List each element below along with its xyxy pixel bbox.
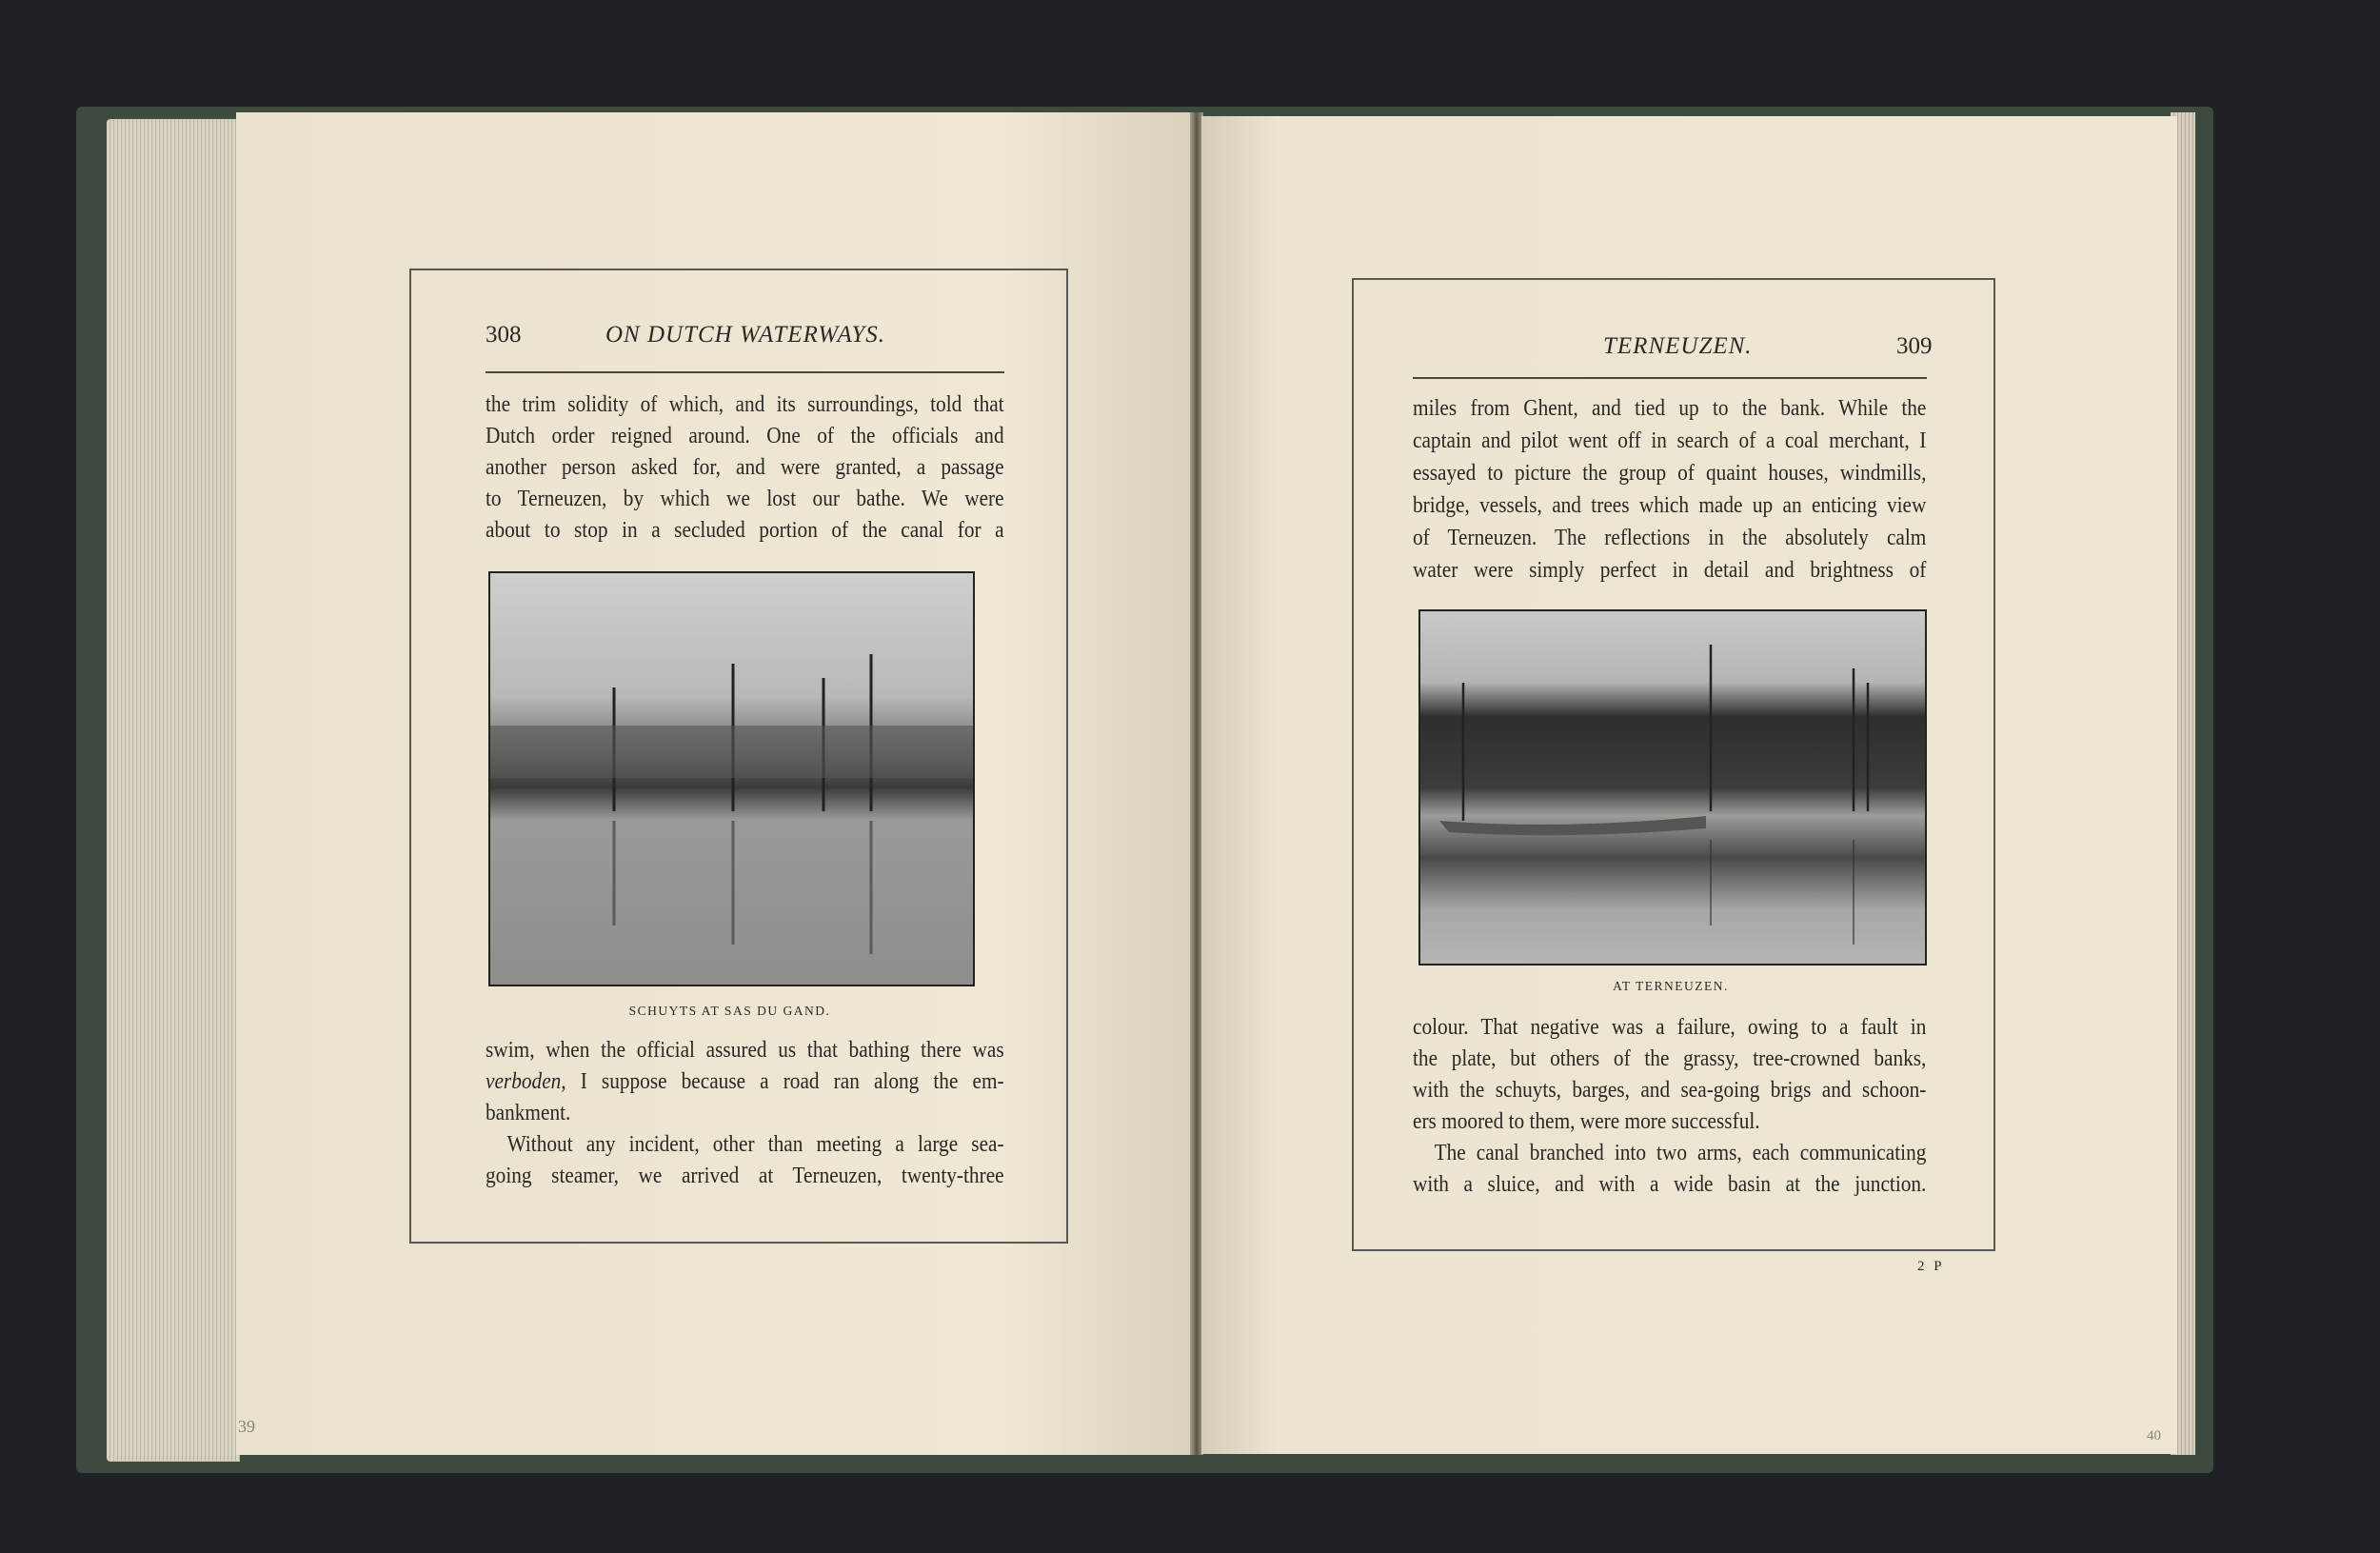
text-line: with the schuyts, barges, and sea-going brigs and schoon- xyxy=(1413,1077,1927,1103)
page-stack-left xyxy=(107,119,240,1462)
running-title: ON DUTCH WATERWAYS. xyxy=(605,322,886,348)
right-page xyxy=(1201,116,2177,1454)
page-number: 309 xyxy=(1896,333,1933,359)
left-page xyxy=(236,112,1193,1455)
body-text-bottom xyxy=(1413,1011,1926,1200)
text-line: to Terneuzen, by which we lost our bathe. We were xyxy=(486,486,1004,511)
text-line: captain and pilot went off in search of a coal merchant, I xyxy=(1413,428,1927,453)
pencil-folio-mark: 40 xyxy=(2147,1428,2161,1443)
text-line: water were simply perfect in detail and brightness of xyxy=(1413,557,1927,583)
text-line: of Terneuzen. The reflections in the absolutely calm xyxy=(1413,525,1927,550)
text-line: about to stop in a secluded portion of the canal for a xyxy=(486,517,1004,543)
text-line: Without any incident, other than meeting a large sea- xyxy=(506,1131,1004,1157)
text-line: going steamer, we arrived at Terneuzen, twenty-three xyxy=(486,1163,1004,1188)
text-line: Dutch order reigned around. One of the officials and xyxy=(486,423,1004,448)
body-text-top xyxy=(1413,392,1926,587)
italic-word: verboden, xyxy=(486,1068,566,1094)
text-line: bridge, vessels, and trees which made up an enticing view xyxy=(1413,492,1927,518)
photo-caption: SCHUYTS AT SAS DU GAND. xyxy=(628,1004,831,1018)
text-line: another person asked for, and were granted, a passage xyxy=(486,454,1004,480)
text-line: with a sluice, and with a wide basin at the junction. xyxy=(1413,1171,1927,1197)
pencil-folio-mark: 39 xyxy=(238,1417,255,1436)
text-line: ers moored to them, were more successful. xyxy=(1413,1108,1760,1134)
page-number: 308 xyxy=(486,322,522,348)
text-line: the plate, but others of the grassy, tree-crowned banks, xyxy=(1413,1045,1927,1071)
text-line: verboden, I suppose because a road ran along the em- xyxy=(486,1068,1004,1094)
photo-masts xyxy=(490,573,973,985)
text-line: miles from Ghent, and tied up to the bank. While the xyxy=(1413,395,1927,421)
text-line: The canal branched into two arms, each communicating xyxy=(1434,1140,1927,1165)
text-line: the trim solidity of which, and its surroundings, told that xyxy=(486,391,1004,417)
text-line: colour. That negative was a failure, owing to a fault in xyxy=(1413,1014,1927,1040)
signature-mark: 2 P xyxy=(1917,1259,1945,1274)
photo-at-terneuzen xyxy=(1418,609,1927,966)
body-text-top xyxy=(486,388,1004,546)
text-line: essayed to picture the group of quaint houses, windmills, xyxy=(1413,460,1927,486)
running-title: TERNEUZEN. xyxy=(1603,333,1753,359)
head-rule xyxy=(486,371,1004,373)
text-line: bankment. xyxy=(486,1100,571,1125)
body-text-bottom xyxy=(486,1034,1004,1191)
head-rule xyxy=(1413,377,1927,379)
text-line: swim, when the official assured us that bathing there was xyxy=(486,1037,1004,1063)
photo-caption: AT TERNEUZEN. xyxy=(1613,979,1729,993)
photo-masts xyxy=(1420,611,1925,964)
photo-schuyts-at-sas-du-gand xyxy=(488,571,975,986)
